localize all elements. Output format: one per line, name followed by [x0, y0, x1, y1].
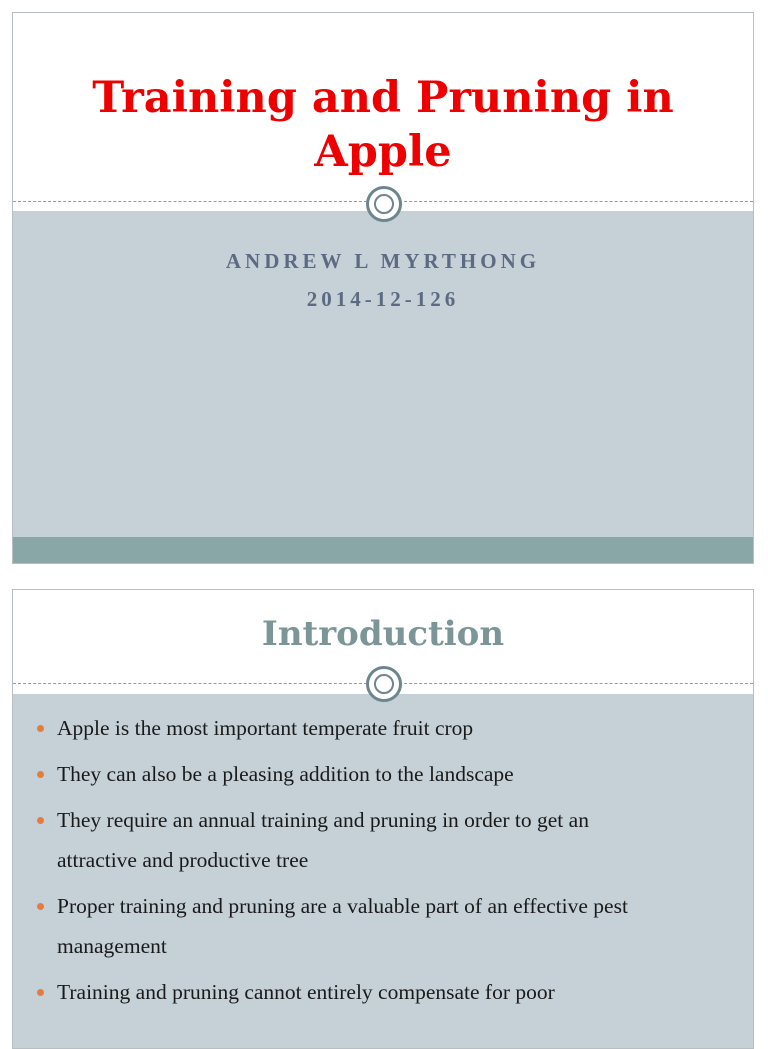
list-item [37, 708, 737, 748]
slide-title [13, 71, 753, 179]
round-bullet-icon [37, 771, 44, 778]
subtitle-area [13, 211, 753, 537]
round-bullet-icon [37, 903, 44, 910]
list-item [37, 972, 737, 1012]
round-bullet-icon [37, 725, 44, 732]
title-area [13, 13, 753, 205]
bullet-text: Training and pruning cannot entirely compensate for poor [57, 980, 555, 1004]
bullet-text: They require an annual training and pruning in order to get an [57, 808, 589, 832]
title-line-1: Training and Pruning in [92, 73, 674, 123]
author-name: ANDREW L MYRTHONG [225, 249, 541, 273]
bullet-text: They can also be a pleasing addition to the landscape [57, 762, 514, 786]
bullet-text-continued: management [57, 934, 167, 958]
double-ring-icon [366, 666, 402, 702]
title-line-2: Apple [314, 127, 452, 177]
list-item [37, 800, 737, 880]
footer-band [13, 537, 753, 564]
introduction-slide [12, 589, 754, 1049]
student-id: 2014-12-126 [306, 287, 460, 311]
double-ring-icon [366, 186, 402, 222]
bullet-list [37, 708, 737, 1018]
bullet-text-continued: attractive and productive tree [57, 848, 309, 872]
slide-heading: Introduction [261, 614, 505, 654]
bullet-text: Proper training and pruning are a valuable part of an effective pest [57, 894, 628, 918]
list-item [37, 754, 737, 794]
title-slide [12, 12, 754, 564]
round-bullet-icon [37, 989, 44, 996]
bullet-text: Apple is the most important temperate fruit crop [57, 716, 474, 740]
list-item [37, 886, 737, 966]
round-bullet-icon [37, 817, 44, 824]
